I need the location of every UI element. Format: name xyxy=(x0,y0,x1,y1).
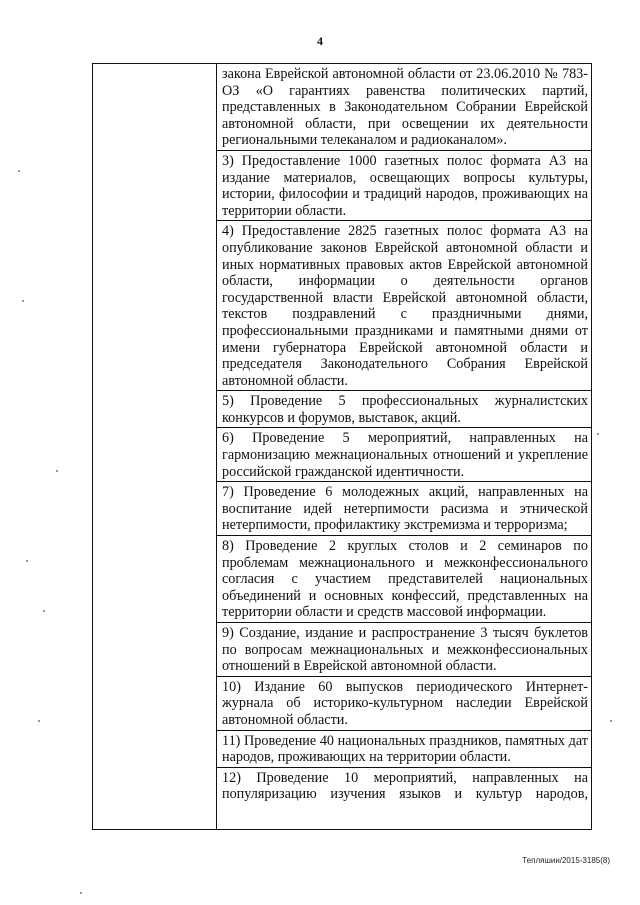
paragraph-item-11: 11) Проведение 40 национальных праздников, памятных дат народов, проживающих на территории области. xyxy=(217,731,591,768)
scan-speck xyxy=(26,560,28,562)
scan-speck xyxy=(38,720,40,722)
scan-speck xyxy=(597,433,599,435)
scan-speck xyxy=(610,720,612,722)
paragraph-item-3: 3) Предоставление 1000 газетных полос формата А3 на издание материалов, освещающих вопросы культуры, истории, философии и традиций народов, проживающих на территории области. xyxy=(217,151,591,221)
table-left-column xyxy=(93,64,217,829)
scan-speck xyxy=(56,470,58,472)
table-right-column xyxy=(217,64,591,829)
paragraph-item-12: 12) Проведение 10 мероприятий, направленных на популяризацию изучения языков и культур народов, xyxy=(222,769,588,803)
footer-document-code: Тепляшин/2015-3185(8) xyxy=(522,856,610,865)
page-number: 4 xyxy=(317,34,323,48)
document-table xyxy=(92,63,592,830)
paragraph-item-8: 8) Проведение 2 круглых столов и 2 семинаров по проблемам межнационального и межконфессионального согласия с участием представителей национальных объединений и основных конфессий, представленных на территории области и средств массовой информации. xyxy=(217,536,591,623)
paragraph-item-10: 10) Издание 60 выпусков периодического Интернет-журнала об историко-культурном наследии Еврейской автономной области. xyxy=(217,677,591,731)
paragraph-item-5: 5) Проведение 5 профессиональных журналистских конкурсов и форумов, выставок, акций. xyxy=(217,391,591,428)
scan-speck xyxy=(43,610,45,612)
paragraph-item-9: 9) Создание, издание и распространение 3 тысяч буклетов по вопросам межнациональных и межконфессиональных отношений в Еврейской автономной области. xyxy=(217,623,591,677)
scan-speck xyxy=(18,170,20,172)
paragraph-continuation: закона Еврейской автономной области от 23.06.2010 № 783-ОЗ «О гарантиях равенства политических партий, представленных в Законодательном Собрании Еврейской автономной области, при освещении их деятельности региональными телеканалом и радиоканалом». xyxy=(217,64,591,151)
scan-speck xyxy=(22,300,24,302)
paragraph-item-4: 4) Предоставление 2825 газетных полос формата А3 на опубликование законов Еврейской автономной области и иных нормативных правовых актов Еврейской автономной области, информации о деятельности органов государственной власти Еврейской автономной области, текстов поздравлений с праздничными днями, профессиональными праздниками и памятными днями от имени губернатора Еврейской автономной области и председателя Законодательного Собрания Еврейской автономной области. xyxy=(217,221,591,391)
paragraph-item-7: 7) Проведение 6 молодежных акций, направленных на воспитание идей нетерпимости расизма и этнической нетерпимости, профилактику экстремизма и терроризма; xyxy=(217,482,591,536)
paragraph-item-6: 6) Проведение 5 мероприятий, направленных на гармонизацию межнациональных отношений и укрепление российской гражданской идентичности. xyxy=(217,428,591,482)
scan-speck xyxy=(80,892,82,894)
